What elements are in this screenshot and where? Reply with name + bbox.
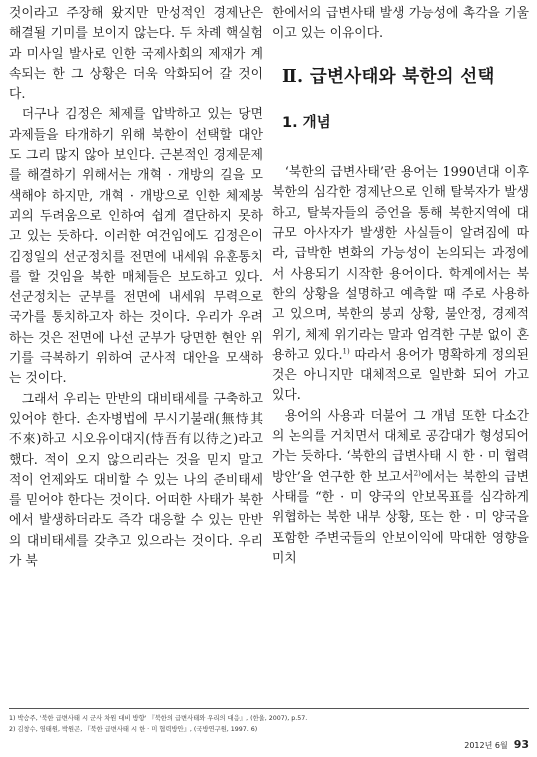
right-paragraph-2-text-b: 따라서 용어가 명확하게 정의된 것은 아니지만 대체적으로 일반화 되어 가고 있다. [272,347,529,404]
footnote-marker-2: 2) [413,469,421,478]
left-paragraph-3: 그래서 우리는 만반의 대비태세를 구축하고 있어야 한다. 손자병법에 무시기불래(無恃其不來)하고 시오유이대지(恃吾有以待之)라고 했다. 적이 오지 않으리라는 것을 믿지 말고 적이 언제와도 대비할 수 있는 나의 준비태세를 믿어야 한다는 것이다. 어떠한 사태가 북한에서 발생하더라도 즉각 대응할 수 있는 만반의 대비태세를 갖추고 있으라는 것이다. 우리가 북 [9,391,263,570]
footnote-marker-1: 1) [342,347,350,356]
page-number: 93 [513,738,529,751]
right-paragraph-2 [272,163,529,407]
right-paragraph-1: 한에서의 급변사태 발생 가능성에 촉각을 기울이고 있는 이유이다. [272,6,529,42]
footnotes [9,708,529,735]
right-paragraph-3-text-b: 에서는 북한의 급변사태를 “한 · 미 양국의 안보목표를 심각하게 위협하는 북한 내부 상황, 또는 한 · 미 양국을 포함한 주변국들의 안보이익에 막대한 영향을 미치 [272,469,529,566]
left-paragraph-1: 것이라고 주장해 왔지만 만성적인 경제난은 해결될 기미를 보이지 않는다. 두 차례 핵실험과 미사일 발사로 인한 국제사회의 제재가 계속되는 한 그 상황은 더욱 악화되어 갈 것이다. [9,6,263,103]
footnote-1: 1) 박승주, '북한 급변사태 시 군사 차원 대비 방향' 『북한의 급변사태와 우리의 대응』, (한울, 2007), p.57. [9,715,308,722]
section-title: Ⅱ. 급변사태와 북한의 선택 [282,66,495,87]
right-column [272,4,529,569]
left-column [9,4,263,572]
footnote-2: 2) 김창수, 염태원, 박원곤, 『북한 급변사태 시 한 · 미 협력방안』, (국방연구원, 1997. 6) [9,726,258,733]
right-paragraph-3-text-a: 용어의 사용과 더불어 그 개념 또한 다소간의 논의를 거치면서 대체로 공감대가 형성되어 가는 듯하다. ‘북한의 급변사태 시 한 · 미 협력 방안’을 연구한 한 보고서 [272,408,529,485]
page-footer [464,738,529,751]
right-paragraph-3 [272,407,529,569]
right-paragraph-2-text-a: ‘북한의 급변사태’란 용어는 1990년대 이후 북한의 심각한 경제난으로 인해 탈북자가 발생하고, 탈북자들의 증언을 통해 북한지역에 대규모 아사자가 발생한 사실들이 알려짐에 따라, 급박한 변화의 가능성이 논의되는 과정에서 사용되기 시작한 용어이다. 학계에서는 북한의 상황을 설명하고 예측할 때 주로 사용하고 있으며, 북한의 붕괴 상황, 불안정, 경제적 위기, 체제 위기라는 말과 엄격한 구분 없이 혼용하고 있다. [272,165,529,363]
left-paragraph-2: 더구나 김정은 체제를 압박하고 있는 당면과제들을 타개하기 위해 북한이 선택할 대안도 그리 많지 않아 보인다. 근본적인 경제문제를 해결하기 위해서는 개혁 · 개방의 길을 모색해야 하지만, 개혁 · 개방으로 인한 체제붕괴의 두려움으로 인하여 쉽게 결단하지 못하고 있는 듯하다. 이러한 여건임에도 김정은이 김정일의 선군정치를 전면에 내세워 유훈통치를 할 것임을 북한 매체들은 보도하고 있다. 선군정치는 군부를 전면에 내세워 무력으로 국가를 통치하고자 하는 것이다. 우리가 우려하는 것은 전면에 나선 군부가 당면한 현안 위기를 극복하기 위하여 군사적 대안을 모색하는 것이다. [9,107,263,387]
subsection-title: 1. 개념 [282,114,331,131]
issue-date: 2012년 6월 [464,741,508,750]
